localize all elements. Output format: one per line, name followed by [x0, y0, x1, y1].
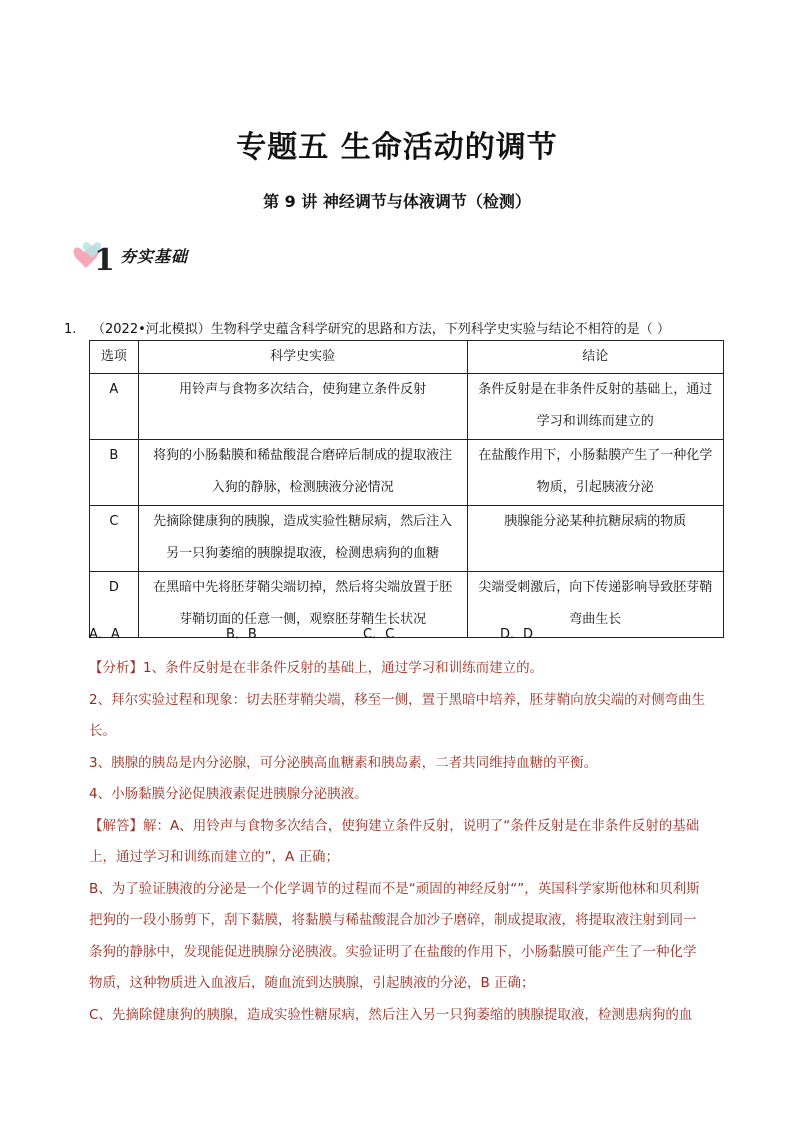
row-option: D	[90, 572, 139, 638]
analysis-line: 条狗的静脉中，发现能促进胰腺分泌胰液。实验证明了在盐酸的作用下，小肠黏膜可能产生了一种化学	[89, 943, 697, 960]
header-experiment: 科学史实验	[138, 341, 467, 374]
table-row	[90, 506, 724, 572]
row-conclusion: 尖端受刺激后，向下传递影响导致胚芽鞘 弯曲生长	[467, 572, 723, 638]
analysis-line: 4、小肠黏膜分泌促胰液素促进胰腺分泌胰液。	[89, 786, 368, 802]
choice-b[interactable]: B．B	[226, 627, 257, 642]
analysis-line: 上，通过学习和训练而建立的”，A 正确；	[89, 849, 340, 865]
analysis-line: 长。	[89, 723, 116, 739]
row-experiment: 在黑暗中先将胚芽鞘尖端切掉，然后将尖端放置于胚 芽鞘切面的任意一侧，观察胚芽鞘生长状况	[138, 572, 467, 638]
table-header-row	[90, 341, 724, 374]
row-experiment: 将狗的小肠黏膜和稀盐酸混合磨碎后制成的提取液注 入狗的静脉，检测胰液分泌情况	[138, 440, 467, 506]
analysis-line: B、为了验证胰液的分泌是一个化学调节的过程而不是“顽固的神经反射“”，英国科学家斯他林和贝利斯	[89, 880, 700, 897]
section-label: 夯实基础	[120, 247, 189, 266]
page-title: 专题五 生命活动的调节	[236, 130, 558, 165]
header-conclusion: 结论	[467, 341, 723, 374]
analysis-line: 【解答】解：A、用铃声与食物多次结合，使狗建立条件反射，说明了“条件反射是在非条件反射的基础	[89, 817, 700, 834]
choice-c[interactable]: C．C	[363, 627, 395, 642]
row-experiment: 先摘除健康狗的胰腺，造成实验性糖尿病，然后注入 另一只狗萎缩的胰腺提取液，检测患病狗的血糖	[138, 506, 467, 572]
row-experiment: 用铃声与食物多次结合，使狗建立条件反射	[138, 374, 467, 440]
table-row	[90, 374, 724, 440]
table-row	[90, 440, 724, 506]
question-number: 1.	[64, 322, 77, 337]
row-conclusion: 在盐酸作用下，小肠黏膜产生了一种化学 物质，引起胰液分泌	[467, 440, 723, 506]
row-option: B	[90, 440, 139, 506]
answer-choices	[89, 623, 729, 642]
choice-d[interactable]: D．D	[500, 627, 534, 642]
section-number: 1	[94, 243, 115, 274]
question-stem: （2022•河北模拟）生物科学史蕴含科学研究的思路和方法，下列科学史实验与结论不相符的是（ ）	[92, 322, 670, 337]
choice-a[interactable]: A．A	[89, 627, 120, 642]
analysis-line: 3、胰腺的胰岛是内分泌腺，可分泌胰高血糖素和胰岛素，二者共同维持血糖的平衡。	[89, 754, 598, 771]
analysis-line: C、先摘除健康狗的胰腺，造成实验性糖尿病，然后注入另一只狗萎缩的胰腺提取液，检测患病狗的血	[89, 1006, 693, 1023]
analysis-block	[89, 653, 725, 1031]
analysis-line: 把狗的一段小肠剪下，刮下黏膜，将黏膜与稀盐酸混合加沙子磨碎，制成提取液，将提取液注射到同一	[89, 912, 697, 928]
row-conclusion: 胰腺能分泌某种抗糖尿病的物质	[467, 506, 723, 572]
question-stem-row	[64, 318, 734, 337]
row-option: C	[90, 506, 139, 572]
header-option: 选项	[90, 341, 139, 374]
analysis-line: 2、拜尔实验过程和现象：切去胚芽鞘尖端，移至一侧，置于黑暗中培养，胚芽鞘向放尖端的对侧弯曲生	[89, 691, 706, 708]
row-conclusion: 条件反射是在非条件反射的基础上，通过 学习和训练而建立的	[467, 374, 723, 440]
row-option: A	[90, 374, 139, 440]
question-table	[89, 340, 724, 638]
analysis-line: 【分析】1、条件反射是在非条件反射的基础上，通过学习和训练而建立的。	[89, 660, 544, 676]
analysis-line: 物质，这种物质进入血液后，随血流到达胰腺，引起胰液的分泌，B 正确；	[89, 975, 535, 991]
lesson-subtitle: 第 9 讲 神经调节与体液调节（检测）	[263, 192, 531, 211]
